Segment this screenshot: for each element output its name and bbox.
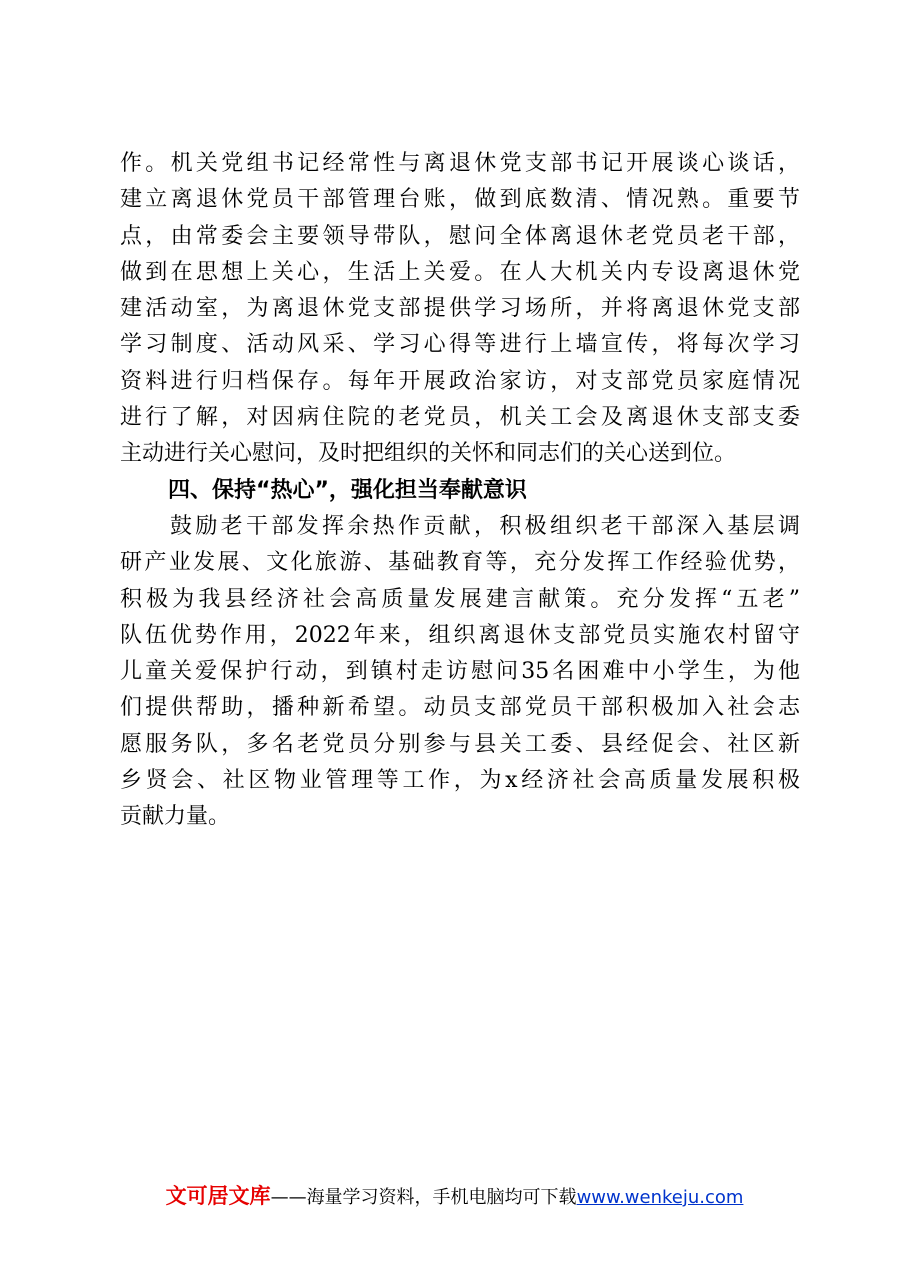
text-line: 建活动室，为离退休党支部提供学习场所，并将离退休党支部 [120,296,800,322]
section-heading: 四、保持“热心”，强化担当奉献意识 [168,477,527,503]
text-line: 乡贤会、社区物业管理等工作，为x经济社会高质量发展积极 [120,768,800,794]
text-line: 愿服务队，多名老党员分别参与县关工委、县经促会、社区新 [120,731,800,757]
text-line: 做到在思想上关心，生活上关爱。在人大机关内专设离退休党 [120,259,800,285]
text-line: 资料进行归档保存。每年开展政治家访，对支部党员家庭情况 [120,368,800,394]
paragraph-contribution [120,509,800,836]
text-line: 建立离退休党员干部管理台账，做到底数清、情况熟。重要节 [120,187,800,213]
text-line: 主动进行关心慰问，及时把组织的关怀和同志们的关心送到位。 [120,441,737,467]
footer-brand: 文可居文库 [165,1184,271,1208]
text-line: 积极为我县经济社会高质量发展建言献策。充分发挥“五老” [120,586,800,612]
page-footer [0,1180,909,1214]
text-line: 鼓励老干部发挥余热作贡献，积极组织老干部深入基层调 [170,513,800,539]
text-line: 进行了解，对因病住院的老党员，机关工会及离退休支部支委 [120,405,800,431]
text-line: 学习制度、活动风采、学习心得等进行上墙宣传，将每次学习 [120,332,800,358]
footer-tagline: ——海量学习资料，手机电脑均可下载 [270,1187,577,1208]
text-line: 队伍优势作用，2022年来，组织离退休支部党员实施农村留守 [120,622,800,648]
footer-site-link[interactable]: www.wenkeju.com [576,1187,744,1208]
text-line: 们提供帮助，播种新希望。动员支部党员干部积极加入社会志 [120,695,800,721]
document-body [120,146,800,836]
text-line: 点，由常委会主要领导带队，慰问全体离退休老党员老干部， [120,223,800,249]
text-line: 作。机关党组书记经常性与离退休党支部书记开展谈心谈话， [120,151,800,176]
text-line: 儿童关爱保护行动，到镇村走访慰问35名困难中小学生，为他 [120,659,800,685]
text-line: 贡献力量。 [120,804,231,830]
paragraph-retiree-care [120,146,800,473]
text-line: 研产业发展、文化旅游、基础教育等，充分发挥工作经验优势， [120,550,800,576]
